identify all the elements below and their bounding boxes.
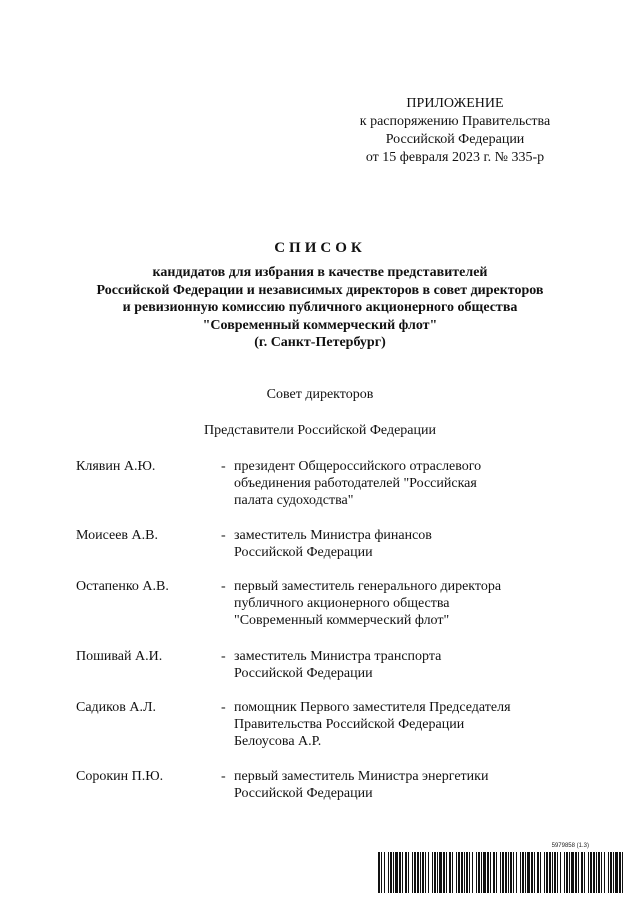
document-subtitle [40,264,600,352]
barcode-bar [522,852,524,893]
barcode-image [378,852,623,893]
member-position [234,699,564,750]
position-line: Российской Федерации [234,786,373,801]
barcode-bar [472,852,473,893]
barcode-bar [456,852,457,893]
barcode-bar [619,852,621,893]
document-barcode [378,843,623,895]
barcode-bar [378,852,380,893]
barcode-bar [537,852,539,893]
barcode-bar [483,852,486,893]
barcode-bar [546,852,548,893]
appendix-date-number: от 15 февраля 2023 г. № 335-р [365,150,545,165]
member-name: Пошивай А.И. [76,649,163,664]
position-line: первый заместитель Министра энергетики [234,769,489,784]
barcode-bar [578,852,579,893]
barcode-bar [452,852,453,893]
barcode-bar [549,852,551,893]
position-line: объединения работодателей "Российская [234,476,477,491]
barcode-bar [510,852,512,893]
barcode-bar [531,852,533,893]
barcode-bar [508,852,509,893]
barcode-bar [466,852,468,893]
barcode-bar [575,852,577,893]
barcode-bar [449,852,451,893]
member-position [234,648,564,682]
barcode-bar [534,852,535,893]
barcode-bar [540,852,541,893]
barcode-bar [437,852,438,893]
position-line: палата судоходства" [234,493,354,508]
barcode-bar [402,852,403,893]
barcode-bar [439,852,442,893]
barcode-bar [388,852,389,893]
barcode-bar [554,852,556,893]
barcode-bar [384,852,385,893]
barcode-bar [458,852,460,893]
position-line: публичного акционерного общества [234,596,450,611]
member-position [234,768,564,802]
barcode-bar [381,852,382,893]
barcode-bar [608,852,609,893]
barcode-bar [588,852,589,893]
barcode-bar [593,852,595,893]
barcode-bar [564,852,565,893]
position-line: заместитель Министра финансов [234,528,432,543]
barcode-bar [414,852,416,893]
barcode-bar [446,852,447,893]
barcode-bar [505,852,507,893]
position-line: Российской Федерации [234,666,373,681]
barcode-bar [390,852,392,893]
barcode-bar [610,852,612,893]
subsection-heading: Представители Российской Федерации [203,423,436,438]
barcode-bar [525,852,526,893]
position-line: Правительства Российской Федерации [234,717,465,732]
member-dash: - [221,649,226,664]
position-line: Российской Федерации [234,545,373,560]
member-name: Моисеев А.В. [76,528,158,543]
barcode-bar [420,852,421,893]
member-dash: - [221,579,226,594]
barcode-bar [527,852,530,893]
barcode-bar [443,852,445,893]
member-position [234,527,564,561]
barcode-bar [461,852,463,893]
barcode-bar [601,852,602,893]
barcode-bar [581,852,583,893]
subtitle-line: Российской Федерации и независимых директоров в совет директоров [96,282,544,298]
barcode-bar [604,852,605,893]
barcode-bar [520,852,521,893]
barcode-bar [502,852,504,893]
barcode-bar [428,852,429,893]
barcode-bar [569,852,570,893]
barcode-bar [598,852,600,893]
barcode-bar [487,852,489,893]
position-line: Белоусова А.Р. [234,734,322,749]
barcode-bar [615,852,618,893]
barcode-bar [500,852,501,893]
barcode-bar [622,852,623,893]
barcode-bar [481,852,482,893]
appendix-authority-line: Российской Федерации [385,132,525,147]
position-line: помощник Первого заместителя Председателя [234,700,511,715]
barcode-bar [412,852,413,893]
barcode-bar [395,852,398,893]
barcode-bar [496,852,497,893]
position-line: "Современный коммерческий флот" [234,613,450,628]
member-dash: - [221,700,226,715]
member-position [234,578,564,629]
barcode-bar [464,852,465,893]
barcode-bar [422,852,424,893]
member-name: Остапенко А.В. [76,579,169,594]
position-line: заместитель Министра транспорта [234,649,442,664]
subtitle-line: (г. Санкт-Петербург) [254,335,386,350]
barcode-bar [571,852,574,893]
barcode-bar [544,852,545,893]
barcode-bar [613,852,614,893]
barcode-bar [425,852,426,893]
appendix-order-line: к распоряжению Правительства [359,114,551,129]
barcode-bar [476,852,477,893]
barcode-bar [596,852,597,893]
member-name: Клявин А.Ю. [76,459,156,474]
barcode-bar [490,852,491,893]
barcode-bar [417,852,419,893]
position-line: президент Общероссийского отраслевого [234,459,482,474]
barcode-bar [584,852,585,893]
barcode-bar [557,852,558,893]
appendix-label: ПРИЛОЖЕНИЕ [406,96,504,111]
document-title: СПИСОК [274,240,366,256]
member-dash: - [221,528,226,543]
barcode-bar [513,852,514,893]
barcode-bar [590,852,592,893]
barcode-bar [469,852,470,893]
member-dash: - [221,769,226,784]
barcode-bar [493,852,495,893]
barcode-bar [408,852,409,893]
barcode-number: 5979858 (1.3) [551,843,589,849]
subtitle-line: кандидатов для избрания в качестве представителей [152,265,488,280]
barcode-bar [560,852,561,893]
appendix-block [340,95,570,167]
barcode-bar [393,852,394,893]
barcode-bar [478,852,480,893]
section-heading: Совет директоров [266,387,374,402]
position-line: первый заместитель генерального директора [234,579,502,594]
barcode-bar [432,852,433,893]
member-dash: - [221,459,226,474]
barcode-bar [552,852,553,893]
member-name: Сорокин П.Ю. [76,769,164,784]
barcode-bar [434,852,436,893]
subtitle-line: и ревизионную комиссию публичного акционерного общества [122,300,518,315]
barcode-bar [399,852,401,893]
subtitle-line: "Современный коммерческий флот" [202,317,438,333]
member-name: Садиков А.Л. [76,700,156,715]
barcode-bar [405,852,407,893]
member-position [234,458,564,509]
barcode-bar [516,852,517,893]
barcode-bar [566,852,568,893]
